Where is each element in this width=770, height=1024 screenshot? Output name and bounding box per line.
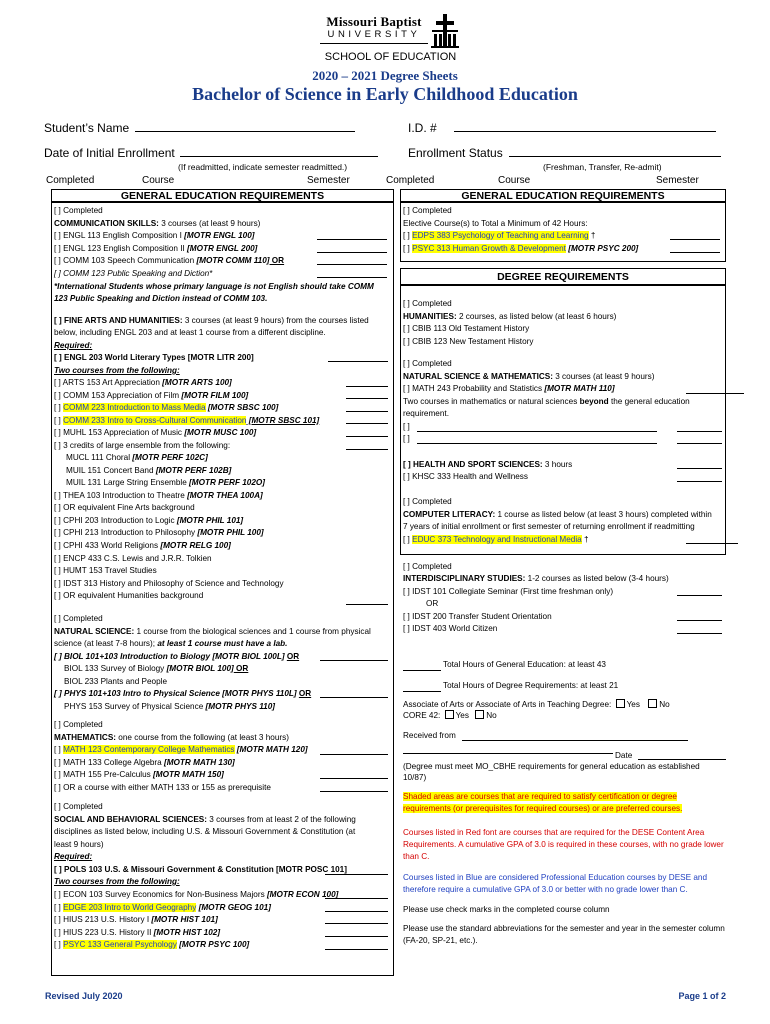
semester-blank[interactable]	[346, 436, 388, 437]
nat-sci-completed[interactable]: [ ] Completed	[54, 614, 103, 623]
core-42-question: CORE 42: Yes No	[403, 711, 497, 720]
soc-course-4[interactable]: [ ] HIUS 223 U.S. History II [MOTR HIST 102]	[54, 928, 221, 937]
ids-course-1[interactable]: [ ] IDST 101 Collegiate Seminar (First time freshman only)	[403, 587, 614, 596]
soc-course-5[interactable]: [ ] PSYC 133 General Psychology [MOTR PSYC 100]	[54, 940, 250, 949]
logo-line-1: Missouri Baptist	[326, 14, 422, 29]
fine-course-9[interactable]: MUIL 131 Large String Ensemble [MOTR PERF 102O]	[66, 478, 266, 487]
nat-sci-course-3[interactable]: BIOL 233 Plants and People	[64, 677, 168, 686]
semester-blank[interactable]	[328, 361, 388, 362]
degree-requirements-heading: DEGREE REQUIREMENTS	[400, 268, 726, 285]
elective-course-2[interactable]: [ ] PSYC 313 Human Growth & Development [MOTR PSYC 200]	[403, 244, 639, 253]
fine-arts-desc: below, including ENGL 203 and at least 1 course from a different discipline.	[54, 328, 326, 337]
ids-course-3[interactable]: [ ] IDST 403 World Citizen	[403, 624, 498, 633]
ids-or: OR	[426, 599, 439, 608]
hum-course-2[interactable]: [ ] CBIB 123 New Testament History	[403, 337, 534, 346]
col-semester-right: Semester	[656, 175, 699, 186]
page-number: Page 1 of 2	[678, 991, 726, 1001]
cl-course-1[interactable]: [ ] EDUC 373 Technology and Instructional Media †	[403, 535, 589, 544]
semester-blank[interactable]	[346, 411, 388, 412]
elective-course-1[interactable]: [ ] EDPS 383 Psychology of Teaching and Learning †	[403, 231, 596, 240]
fine-course-8[interactable]: MUIL 151 Concert Band [MOTR PERF 102B]	[66, 466, 232, 475]
soc-course-1[interactable]: [ ] ECON 103 Survey Economics for Non-Business Majors [MOTR ECON 100]	[54, 890, 339, 899]
received-from-label: Received from	[403, 731, 456, 740]
dese-note-1: (Degree must meet MO_CBHE requirements for general education as established	[403, 762, 700, 771]
left-gen-ed-heading: GENERAL EDUCATION REQUIREMENTS	[51, 189, 394, 202]
math-course-2[interactable]: [ ] MATH 133 College Algebra [MOTR MATH 130]	[54, 758, 235, 767]
math-completed[interactable]: [ ] Completed	[54, 720, 103, 729]
status-hint: (Freshman, Transfer, Re-admit)	[543, 162, 662, 172]
fine-course-6[interactable]: [ ] 3 credits of large ensemble from the following:	[54, 441, 231, 450]
nsm-completed[interactable]: [ ] Completed	[403, 359, 452, 368]
math-course-4[interactable]: [ ] OR a course with either MATH 133 or 155 as prerequisite	[54, 783, 271, 792]
associate-no-label: No	[659, 700, 670, 709]
fine-course-15[interactable]: [ ] ENCP 433 C.S. Lewis and J.R.R. Tolkien	[54, 554, 212, 563]
associate-yes-checkbox[interactable]	[616, 699, 625, 708]
fine-arts-title[interactable]: [ ] FINE ARTS AND HUMANITIES: 3 courses (at least 9 hours) from the courses listed	[54, 316, 369, 325]
semester-blank[interactable]	[320, 754, 388, 755]
degree-sheet-years: 2020 – 2021 Degree Sheets	[312, 68, 458, 83]
comm-note-1: *International Students whose primary language is not English should take COMM	[54, 282, 374, 291]
page-title: Bachelor of Science in Early Childhood Education	[192, 84, 578, 104]
semester-blank[interactable]	[317, 264, 387, 265]
hum-course-1[interactable]: [ ] CBIB 113 Old Testament History	[403, 324, 530, 333]
check-mark-note: Please use check marks in the completed course column	[403, 905, 610, 914]
readmit-hint: (If readmitted, indicate semester readmitted.)	[178, 162, 348, 172]
comm-course-3[interactable]: [ ] COMM 103 Speech Communication [MOTR COMM 110] OR	[54, 256, 285, 265]
initial-enrollment-field[interactable]	[44, 145, 378, 160]
fine-course-16[interactable]: [ ] HUMT 153 Travel Studies	[54, 566, 157, 575]
fine-course-4[interactable]: [ ] COMM 233 Intro to Cross-Cultural Communication [MOTR SBSC 101]	[54, 416, 320, 425]
hsc-course-1[interactable]: [ ] KHSC 333 Health and Wellness	[403, 472, 528, 481]
hum-title: HUMANITIES: 2 courses, as listed below (at least 6 hours)	[403, 312, 617, 321]
semester-blank[interactable]	[346, 449, 388, 450]
nat-sci-title: NATURAL SCIENCE: 1 course from the biological sciences and 1 course from physical	[54, 627, 371, 636]
total-degree-hours: Total Hours of Degree Requirements: at least 21	[443, 681, 619, 690]
soc-desc-1: disciplines as listed below, including U.S. & Missouri Government & Constitution (at	[54, 827, 356, 836]
fine-course-2[interactable]: [ ] COMM 153 Appreciation of Film [MOTR FILM 100]	[54, 391, 249, 400]
comm-completed[interactable]: [ ] Completed	[54, 206, 103, 215]
initial-enrollment-input[interactable]	[180, 145, 378, 157]
semester-blank[interactable]	[325, 874, 388, 875]
fine-course-5[interactable]: [ ] MUHL 153 Appreciation of Music [MOTR MUSC 100]	[54, 428, 257, 437]
associate-yes-label: Yes	[626, 700, 640, 709]
logo-line-3: SCHOOL OF EDUCATION	[324, 51, 457, 63]
comm-course-4[interactable]: [ ] COMM 123 Public Speaking and Diction*	[54, 269, 213, 278]
soc-desc-2: least 9 hours)	[54, 840, 104, 849]
semester-blank[interactable]	[677, 620, 722, 621]
soc-course-3[interactable]: [ ] HIUS 213 U.S. History I [MOTR HIST 101]	[54, 915, 218, 924]
enrollment-status-input[interactable]	[509, 145, 721, 157]
nsm-course-3[interactable]: [ ]	[403, 434, 410, 443]
semester-blank[interactable]	[346, 386, 388, 387]
core42-no-label: No	[486, 711, 497, 720]
semester-blank[interactable]	[325, 923, 388, 924]
student-name-label: Student’s Name	[44, 121, 130, 135]
semester-blank[interactable]	[325, 911, 388, 912]
elective-desc: Elective Course(s) to Total a Minimum of 42 Hours:	[403, 219, 588, 228]
soc-req-course[interactable]: [ ] POLS 103 U.S. & Missouri Government & Constitution [MOTR POSC 101]	[54, 865, 347, 874]
core42-yes-checkbox[interactable]	[445, 710, 454, 719]
university-logo	[318, 14, 463, 64]
semester-blank[interactable]	[686, 393, 744, 394]
soc-required: Required:	[54, 852, 93, 861]
semester-blank[interactable]	[325, 936, 388, 937]
nat-sci-desc: science (at least 7-8 hours); at least 1 course must have a lab.	[54, 639, 288, 648]
semester-blank[interactable]	[320, 697, 388, 698]
course-blank[interactable]	[417, 431, 657, 432]
student-name-field[interactable]	[44, 120, 355, 135]
col-semester-left: Semester	[307, 175, 350, 186]
dese-note-2: 10/87)	[403, 773, 427, 782]
col-completed-left: Completed	[46, 175, 95, 186]
total-gen-ed-hours: Total Hours of General Education: at least 43	[443, 660, 606, 669]
soc-completed[interactable]: [ ] Completed	[54, 802, 103, 811]
id-label: I.D. #	[408, 121, 437, 135]
fine-arts-req-course[interactable]: [ ] ENGL 203 World Literary Types [MOTR LITR 200]	[54, 353, 254, 362]
nsm-desc-1: Two courses in mathematics or natural sciences beyond the general education	[403, 397, 690, 406]
fine-course-14[interactable]: [ ] CPHI 433 World Religions [MOTR RELG 100]	[54, 541, 231, 550]
ids-title: INTERDISCIPLINARY STUDIES: 1-2 courses as listed below (3-4 hours)	[403, 574, 669, 583]
semester-blank[interactable]	[670, 239, 720, 240]
degree-hours-blank[interactable]	[403, 691, 441, 692]
nat-sci-course-5[interactable]: PHYS 153 Survey of Physical Science [MOTR PHYS 110]	[64, 702, 275, 711]
math-title: MATHEMATICS: one course from the following (at least 3 hours)	[54, 733, 289, 742]
associate-degree-question: Associate of Arts or Associate of Arts in Teaching Degree: Yes No	[403, 700, 670, 709]
fine-course-7[interactable]: MUCL 111 Choral [MOTR PERF 102C]	[66, 453, 208, 462]
ids-completed[interactable]: [ ] Completed	[403, 562, 452, 571]
logo-rule	[320, 43, 428, 44]
fine-course-13[interactable]: [ ] CPHI 213 Introduction to Philosophy [MOTR PHIL 100]	[54, 528, 264, 537]
elective-completed[interactable]: [ ] Completed	[403, 206, 452, 215]
hum-completed[interactable]: [ ] Completed	[403, 299, 452, 308]
semester-blank[interactable]	[346, 604, 388, 605]
cl-title: COMPUTER LITERACY: 1 course as listed below (at least 3 hours) completed within	[403, 510, 712, 519]
enrollment-status-label: Enrollment Status	[408, 146, 503, 160]
associate-no-checkbox[interactable]	[648, 699, 657, 708]
semester-blank[interactable]	[677, 481, 722, 482]
fine-arts-required: Required:	[54, 341, 93, 350]
initial-enrollment-label: Date of Initial Enrollment	[44, 146, 175, 160]
semester-blank[interactable]	[677, 595, 722, 596]
semester-blank[interactable]	[325, 898, 388, 899]
cross-building-icon	[430, 14, 460, 48]
logo-line-2: UNIVERSITY	[327, 29, 421, 40]
fine-course-17[interactable]: [ ] IDST 313 History and Philosophy of Science and Technology	[54, 579, 284, 588]
nat-sci-course-2[interactable]: BIOL 133 Survey of Biology [MOTR BIOL 100] OR	[64, 664, 249, 673]
nsm-desc-2: requirement.	[403, 409, 449, 418]
soc-two-courses: Two courses from the following:	[54, 877, 180, 886]
abbreviation-note: Please use the standard abbreviations for the semester and year in the semester column (FA-20, SP-21, etc.).	[403, 924, 725, 945]
received-from-input[interactable]	[462, 740, 688, 741]
nat-sci-course-1[interactable]: [ ] BIOL 101+103 Introduction to Biology [MOTR BIOL 100L] OR	[54, 652, 300, 661]
enrollment-status-field[interactable]	[408, 145, 721, 160]
semester-blank[interactable]	[320, 791, 388, 792]
received-from-input-2[interactable]	[403, 753, 613, 754]
semester-blank[interactable]	[677, 443, 722, 444]
comm-course-1[interactable]: [ ] ENGL 113 English Composition I [MOTR ENGL 100]	[54, 231, 255, 240]
semester-blank[interactable]	[677, 633, 722, 634]
core42-yes-label: Yes	[455, 711, 469, 720]
semester-blank[interactable]	[670, 252, 720, 253]
col-completed-right: Completed	[386, 175, 435, 186]
fine-course-11[interactable]: [ ] OR equivalent Fine Arts background	[54, 503, 195, 512]
gen-ed-hours-blank[interactable]	[403, 670, 441, 671]
fine-course-18[interactable]: [ ] OR equivalent Humanities background	[54, 591, 204, 600]
id-input[interactable]	[454, 120, 716, 132]
fine-arts-two-courses: Two courses from the following:	[54, 366, 180, 375]
hsc-title[interactable]: [ ] HEALTH AND SPORT SCIENCES: 3 hours	[403, 460, 573, 469]
red-font-note: Courses listed in Red font are courses that are required for the DESE Content Area Requirements. A cumulative GPA of 3.0 is required in these courses, with no grade lower than C.	[403, 828, 724, 861]
cl-completed[interactable]: [ ] Completed	[403, 497, 452, 506]
revised-date: Revised July 2020	[45, 991, 123, 1001]
semester-blank[interactable]	[317, 239, 387, 240]
semester-blank[interactable]	[686, 543, 738, 544]
student-name-input[interactable]	[135, 120, 355, 132]
id-field[interactable]	[408, 120, 716, 135]
core42-no-checkbox[interactable]	[475, 710, 484, 719]
soc-title: SOCIAL AND BEHAVIORAL SCIENCES: 3 courses from at least 2 of the following	[54, 815, 356, 824]
comm-course-2[interactable]: [ ] ENGL 123 English Composition II [MOTR ENGL 200]	[54, 244, 258, 253]
nsm-title: NATURAL SCIENCE & MATHEMATICS: 3 courses (at least 9 hours)	[403, 372, 655, 381]
semester-blank[interactable]	[346, 423, 388, 424]
semester-blank[interactable]	[677, 431, 722, 432]
nat-sci-course-4[interactable]: [ ] PHYS 101+103 Intro to Physical Science [MOTR PHYS 110L] OR	[54, 689, 312, 698]
date-input[interactable]	[638, 759, 726, 760]
soc-course-2[interactable]: [ ] EDGE 203 Intro to World Geography [MOTR GEOG 101]	[54, 903, 271, 912]
col-course-left: Course	[142, 175, 175, 186]
fine-course-3[interactable]: [ ] COMM 223 Introduction to Mass Media [MOTR SBSC 100]	[54, 403, 279, 412]
cl-desc: 7 years of initial enrollment or first semester of returning enrollment if readmitting	[403, 522, 695, 531]
blue-font-note: Courses listed in Blue are considered Professional Education courses by DESE and therefore require a cumulative GPA of 3.0 or better with no grade lower than C.	[403, 873, 708, 894]
semester-blank[interactable]	[320, 778, 388, 779]
semester-blank[interactable]	[325, 949, 388, 950]
semester-blank[interactable]	[317, 252, 387, 253]
nsm-course-1[interactable]: [ ] MATH 243 Probability and Statistics [MOTR MATH 110]	[403, 384, 615, 393]
shaded-note: Shaded areas are courses that are required to satisfy certification or degree requirements (or prerequisites for required courses) or are preferred courses.	[403, 792, 683, 813]
fine-course-1[interactable]: [ ] ARTS 153 Art Appreciation [MOTR ARTS 100]	[54, 378, 232, 387]
comm-note-2: 123 Public Speaking and Diction instead of COMM 103.	[54, 294, 268, 303]
semester-blank[interactable]	[677, 468, 722, 469]
math-course-3[interactable]: [ ] MATH 155 Pre-Calculus [MOTR MATH 150]	[54, 770, 224, 779]
nsm-course-2[interactable]: [ ]	[403, 422, 410, 431]
date-label: Date	[615, 751, 633, 760]
semester-blank[interactable]	[317, 277, 387, 278]
ids-course-2[interactable]: [ ] IDST 200 Transfer Student Orientation	[403, 612, 552, 621]
course-blank[interactable]	[417, 443, 657, 444]
fine-course-12[interactable]: [ ] CPHI 203 Introduction to Logic [MOTR PHIL 101]	[54, 516, 244, 525]
semester-blank[interactable]	[320, 660, 388, 661]
right-gen-ed-heading: GENERAL EDUCATION REQUIREMENTS	[400, 189, 726, 202]
math-course-1[interactable]: [ ] MATH 123 Contemporary College Mathematics [MOTR MATH 120]	[54, 745, 308, 754]
col-course-right: Course	[498, 175, 531, 186]
semester-blank[interactable]	[346, 398, 388, 399]
comm-title: COMMUNICATION SKILLS: 3 courses (at least 9 hours)	[54, 219, 261, 228]
fine-course-10[interactable]: [ ] THEA 103 Introduction to Theatre [MOTR THEA 100A]	[54, 491, 263, 500]
